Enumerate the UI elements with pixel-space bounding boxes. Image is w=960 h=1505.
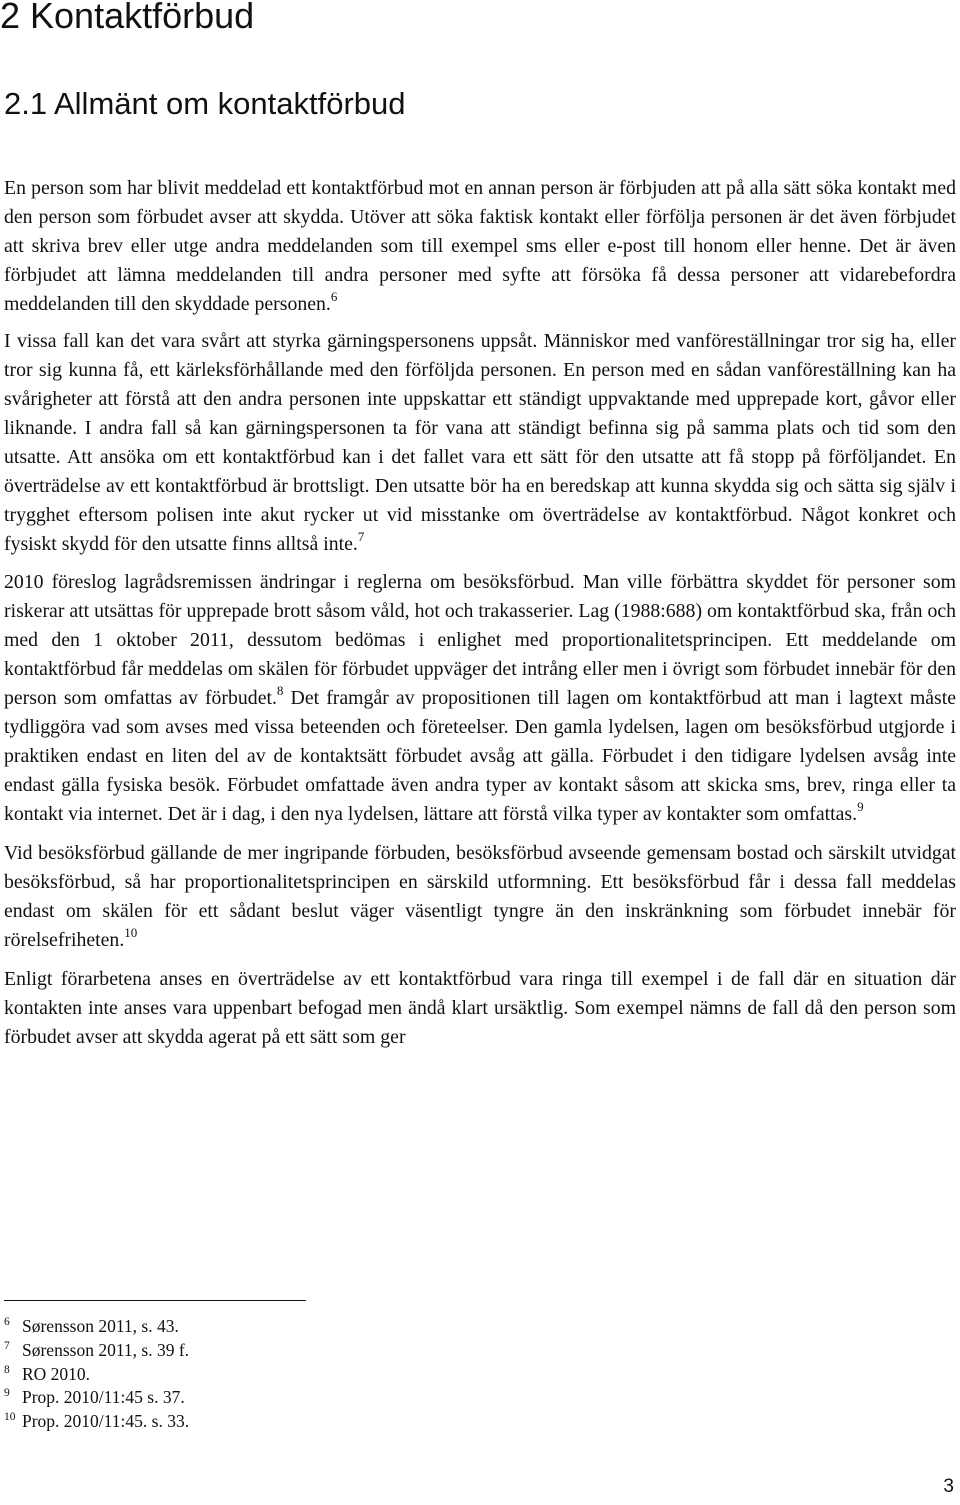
- paragraph-text: 2010 föreslog lagrådsremissen ändringar i reglerna om besöksförbud. Man ville förbättra skyddet för personer som riskerar att utsättas för upprepade brott såsom våld, hot och trakasserier. Lag (1988:688) om kontaktförbud ska, från och med den 1 oktober 2011, dessutom bedömas i enlighet med proportionalitetsprincipen. Ett meddelande om kontaktförbud får meddelas om skälen för förbudet uppväger det intrång eller men i övrigt som förbudet innebär för den person som omfattas av förbudet.: [4, 571, 956, 709]
- footnote-text: Prop. 2010/11:45 s. 37.: [22, 1387, 185, 1408]
- page-number: 3: [943, 1476, 954, 1497]
- footnote-ref: 8: [276, 683, 284, 699]
- footnote-text: Sørensson 2011, s. 43.: [22, 1316, 179, 1336]
- paragraph-text: En person som har blivit meddelad ett kontaktförbud mot en annan person är förbjuden att på alla sätt söka kontakt med den person som förbudet avser att skydda. Utöver att söka faktisk kontakt eller förfölja personen är det även förbjudet att skriva brev eller utge andra meddelanden som till exempel sms eller e-post till honom eller henne. Det är även förbjudet att lämna meddelanden till andra personer med syfte att försöka få dessa personer att vidarebefordra meddelanden till den skyddade personen.: [4, 177, 956, 315]
- footnote-text: RO 2010.: [22, 1363, 91, 1384]
- footnote-ref: 10: [124, 925, 138, 941]
- footnote-separator: [4, 1300, 306, 1301]
- paragraph: [4, 965, 956, 1052]
- footnotes: [4, 1315, 604, 1434]
- paragraph: [4, 839, 956, 955]
- section-heading: 2.1 Allmänt om kontaktförbud: [4, 86, 406, 121]
- paragraph-text: I vissa fall kan det vara svårt att styrka gärningspersonens uppsåt. Människor med vanföreställningar tror sig ha, eller tror sig kunna få, ett kärleksförhållande med den förföljda personen. En person med en sådan vanföreställning kan ha svårigheter att förstå att den andra personen inte uppskattar ett ständigt uppvaktande med upprepade kort, gåvor eller liknande. I andra fall så kan gärningspersonen ta för vana att ständigt befinna sig på samma plats och tid som den utsatte. Att ansöka om ett kontaktförbud kan i det fallet vara ett sätt för den utsatte att få stopp på förföljandet. En överträdelse av ett kontaktförbud är brottsligt. Den utsatte bör ha en beredskap att kunna skydda sig och sätta sig själv i trygghet eftersom polisen inte akut rycker ut vid misstanke om överträdelse av kontaktförbud. Något konkret och fysiskt skydd för den utsatte finns alltså inte.: [4, 330, 956, 555]
- paragraph-text: Enligt förarbetena anses en överträdelse av ett kontaktförbud vara ringa till exempel i de fall där en situation där kontakten inte anses vara uppenbart befogad men ändå klart ursäktlig. Som exempel nämns de fall då den person som förbudet avser att skydda agerat på ett sätt som ger: [4, 968, 956, 1048]
- paragraph-text: Vid besöksförbud gällande de mer ingripande förbuden, besöksförbud avseende gemensam bostad och särskilt utvidgat besöksförbud, så har proportionalitetsprincipen en särskild utformning. Ett besöksförbud får i dessa fall meddelas endast om skälen för ett sådant beslut väger väsentligt tyngre än den inskränkning som förbudet innebär för rörelsefriheten.: [4, 842, 956, 951]
- paragraph: [4, 568, 956, 829]
- body-text: [4, 174, 956, 1052]
- footnote-ref: 6: [330, 289, 338, 305]
- footnote-text: Sørensson 2011, s. 39 f.: [22, 1339, 190, 1360]
- footnote: 7 Sørensson 2011, s. 39 f.: [4, 1339, 190, 1360]
- paragraph: [4, 327, 956, 559]
- footnote: 10 Prop. 2010/11:45. s. 33.: [4, 1411, 190, 1432]
- footnote: 9 Prop. 2010/11:45 s. 37.: [4, 1387, 185, 1408]
- footnote: 6 Sørensson 2011, s. 43.: [4, 1316, 179, 1336]
- footnote-ref: 7: [357, 529, 365, 545]
- footnote: 8 RO 2010.: [4, 1363, 91, 1384]
- chapter-heading: 2 Kontaktförbud: [0, 0, 255, 36]
- paragraph-text: Det framgår av propositionen till lagen om kontaktförbud att man i lagtext måste tydliggöra vad som avses med vissa beteenden och företeelser. Den gamla lydelsen, lagen om besöksförbud utgjorde i praktiken endast en liten del av de kontaktsätt förbudet avsåg att gälla. Förbudet i den tidigare lydelsen avsåg inte endast gälla fysiska besök. Förbudet omfattade även andra typer av kontakt såsom att skicka sms, brev, ringa eller ta kontakt via internet. Det är i dag, i den nya lydelsen, lättare att förstå vilka typer av kontakter som omfattas.: [4, 687, 956, 825]
- footnote-ref: 9: [857, 799, 864, 815]
- paragraph: [4, 174, 956, 319]
- footnote-text: Prop. 2010/11:45. s. 33.: [22, 1411, 190, 1432]
